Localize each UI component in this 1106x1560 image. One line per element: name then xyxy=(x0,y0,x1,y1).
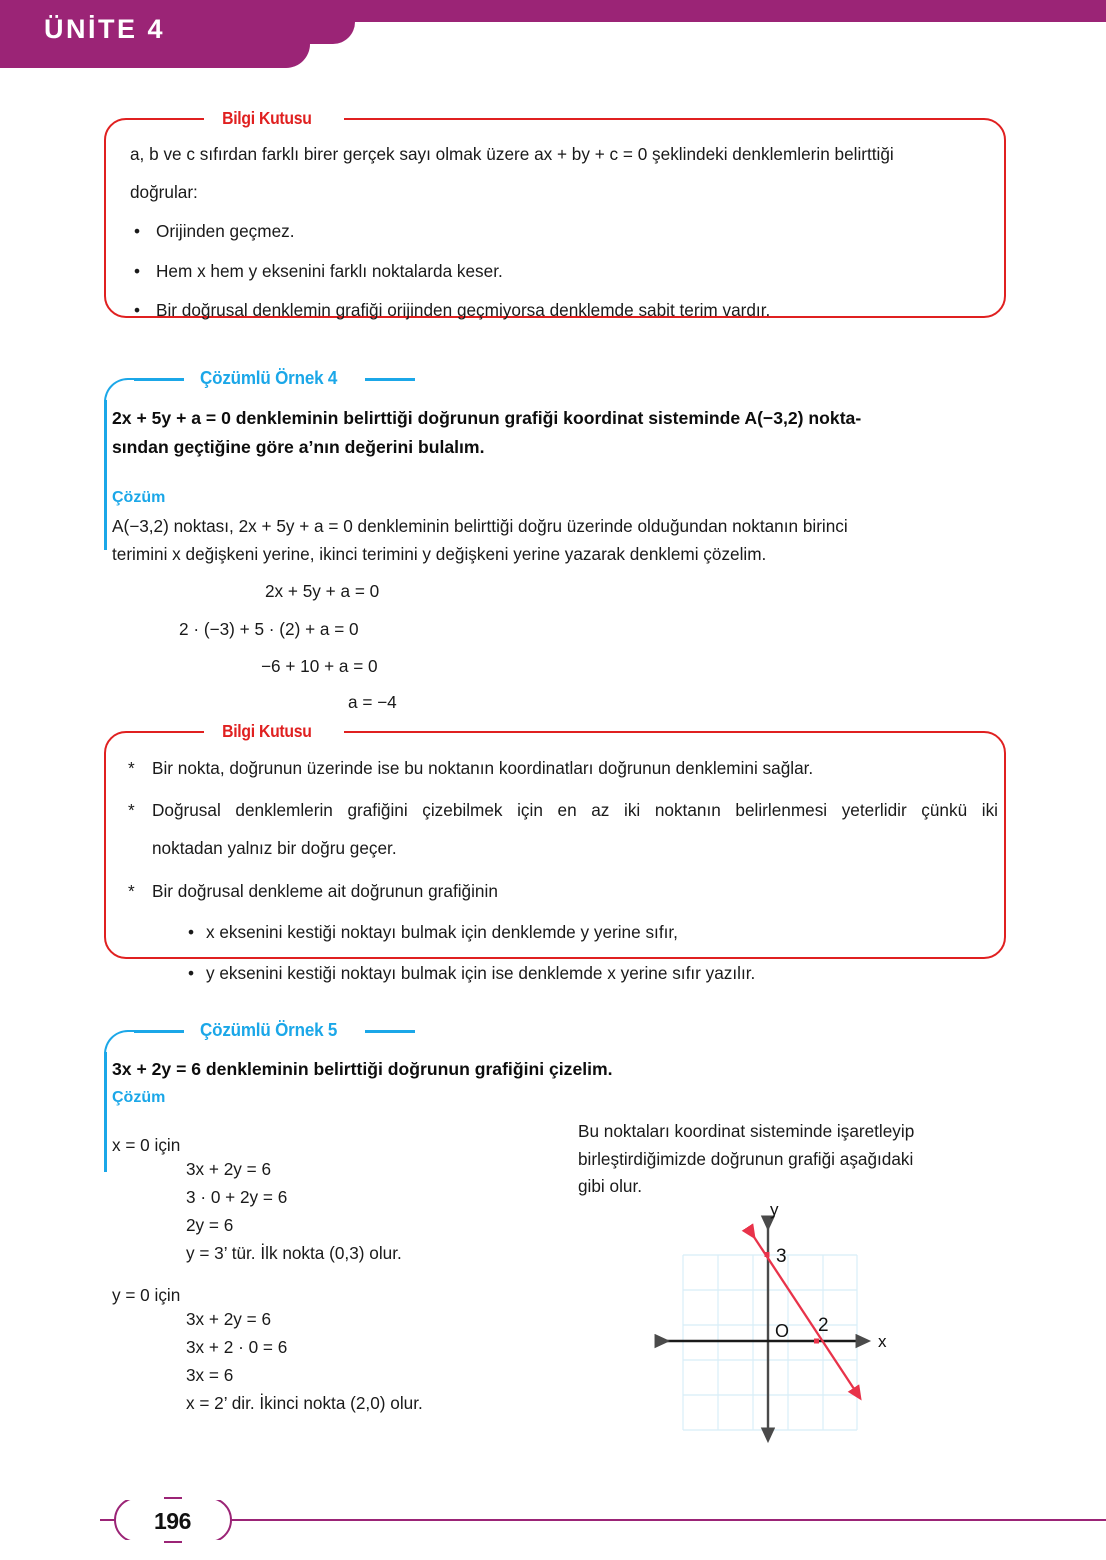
example-5-question: 3x + 2y = 6 denkleminin belirttiği doğrunun grafiğini çizelim. xyxy=(112,1059,613,1079)
footer-rule xyxy=(100,1519,1106,1521)
example-4-rail-corner xyxy=(104,378,134,404)
list-item xyxy=(184,921,980,942)
example-5-case-1-step-4: y = 3’ tür. İlk nokta (0,3) olur. xyxy=(186,1243,402,1263)
example-4-solution-line-2: terimini x değişkeni yerine, ikinci terimini y değişkeni yerine yazarak denklemi çözelim. xyxy=(112,543,767,564)
example-5-rail-corner xyxy=(104,1030,134,1056)
example-5-note-line-2: birleştirdiğimizde doğrunun grafiği aşağıdaki xyxy=(578,1148,914,1169)
star-icon: * xyxy=(128,800,135,821)
header-unit-block xyxy=(0,44,310,68)
example-4-solution-line-1: A(−3,2) noktası, 2x + 5y + a = 0 denkleminin belirttiği doğru üzerinde olduğundan noktanın birinci xyxy=(112,516,848,536)
example-5-label: Çözümlü Örnek 5 xyxy=(200,1019,338,1040)
data-point-y-intercept xyxy=(765,1252,770,1257)
example-5-dash-left xyxy=(134,1030,184,1033)
info-box-1-intro-line-2: doğrular: xyxy=(130,182,198,203)
list-item xyxy=(130,223,980,240)
info-box-2-body xyxy=(106,733,1004,996)
info-box-2-legend: Bilgi Kutusu xyxy=(214,721,320,742)
graph-grid xyxy=(683,1255,857,1430)
list-item-label: Doğrusal denklemlerin grafiğini çizebilmek için en az iki noktanın belirlenmesi yeterlidir çünkü iki xyxy=(152,800,998,821)
example-4-equation-3: −6 + 10 + a = 0 xyxy=(261,656,378,676)
star-icon: * xyxy=(128,758,135,778)
info-box-2-star-list xyxy=(124,758,998,901)
example-4-solution-label: Çözüm xyxy=(112,489,166,506)
example-4-rail xyxy=(104,400,107,550)
info-box-2-sub-bullet-list xyxy=(184,921,980,984)
example-5-case-2-step-2: 3x + 2 · 0 = 6 xyxy=(186,1337,288,1357)
example-5-case-1-header: x = 0 için xyxy=(112,1135,181,1155)
example-5-rail xyxy=(104,1052,107,1172)
info-box-1-legend: Bilgi Kutusu xyxy=(214,108,320,129)
footer-pill-mask-bottom-right xyxy=(182,1540,222,1546)
footer-pill-mask-bottom-left xyxy=(124,1540,164,1546)
bullet-icon: • xyxy=(134,221,141,242)
example-5-case-1-step-3: 2y = 6 xyxy=(186,1215,234,1235)
info-box-1-body xyxy=(106,120,1004,335)
example-4-equation-1: 2x + 5y + a = 0 xyxy=(265,581,380,601)
origin-label: O xyxy=(775,1321,790,1341)
info-box-2 xyxy=(104,721,1006,984)
data-point-x-intercept xyxy=(814,1339,819,1344)
example-4-equation-2: 2 · (−3) + 5 · (2) + a = 0 xyxy=(179,619,359,639)
example-4-question xyxy=(112,404,1002,461)
info-box-1 xyxy=(104,108,1006,320)
list-item-label: Orijinden geçmez. xyxy=(156,221,295,242)
bullet-icon: • xyxy=(134,299,141,320)
footer-page-number: 196 xyxy=(154,1508,191,1534)
example-5-solution-label: Çözüm xyxy=(112,1089,166,1106)
list-item xyxy=(130,260,980,281)
star-icon: * xyxy=(128,880,135,901)
y-intercept-tick-label: 3 xyxy=(776,1246,787,1267)
example-4-dash-left xyxy=(134,378,184,381)
example-4-dash-right xyxy=(365,378,415,381)
example-4-question-line-2: sından geçtiğine göre a’nın değerini bulalım. xyxy=(112,436,485,457)
example-5-note-line-1: Bu noktaları koordinat sisteminde işaretleyip xyxy=(578,1121,915,1141)
y-axis-label: y xyxy=(770,1200,779,1219)
coordinate-graph-svg xyxy=(650,1195,930,1450)
bullet-icon: • xyxy=(134,260,141,281)
header-top-bar xyxy=(0,0,1106,22)
info-box-1-bullet-list xyxy=(130,223,980,319)
example-5-case-1-step-2: 3 · 0 + 2y = 6 xyxy=(186,1187,288,1207)
footer-pill-mask-top-left xyxy=(124,1494,164,1500)
list-item-label: Bir nokta, doğrunun üzerinde ise bu noktanın koordinatları doğrunun denklemini sağlar. xyxy=(152,758,814,778)
example-4-label: Çözümlü Örnek 4 xyxy=(200,367,338,388)
list-item-label: Bir doğrusal denkleme ait doğrunun grafiğinin xyxy=(152,880,498,901)
list-item xyxy=(130,299,980,320)
example-5-case-1-step-1: 3x + 2y = 6 xyxy=(186,1159,272,1179)
list-item-label-cont: noktadan yalnız bir doğru geçer. xyxy=(152,838,397,859)
coordinate-graph xyxy=(650,1195,930,1450)
example-5-case-2-header: y = 0 için xyxy=(112,1285,181,1305)
info-box-1-intro-line-1: a, b ve c sıfırdan farklı birer gerçek sayı olmak üzere ax + by + c = 0 şeklindeki denklemlerin belirttiği xyxy=(130,144,894,164)
x-axis-label: x xyxy=(878,1332,887,1351)
list-item-label: x eksenini kestiği noktayı bulmak için denklemde y yerine sıfır, xyxy=(206,921,678,942)
list-item xyxy=(124,800,998,859)
bullet-icon: • xyxy=(188,963,195,984)
example-4-solution-text xyxy=(112,513,1002,568)
list-item-label: Hem x hem y eksenini farklı noktalarda keser. xyxy=(156,260,503,281)
example-5-case-2-step-4: x = 2’ dir. İkinci nokta (2,0) olur. xyxy=(186,1393,423,1413)
list-item xyxy=(184,965,980,982)
example-5-note-line-3: gibi olur. xyxy=(578,1176,643,1197)
graph-line xyxy=(754,1237,860,1398)
list-item-label: Bir doğrusal denklemin grafiği orijinden geçmiyorsa denklemde sabit terim vardır. xyxy=(156,299,771,320)
bullet-icon: • xyxy=(188,921,195,942)
list-item xyxy=(124,760,980,777)
x-intercept-tick-label: 2 xyxy=(818,1315,829,1336)
example-4-equation-4: a = −4 xyxy=(348,692,397,712)
list-item xyxy=(124,880,980,901)
example-5-note xyxy=(578,1118,998,1201)
example-5-case-2-step-3: 3x = 6 xyxy=(186,1365,234,1385)
example-4-question-line-1: 2x + 5y + a = 0 denkleminin belirttiği doğrunun grafiği koordinat sisteminde A(−3,2) nokta- xyxy=(112,408,862,428)
page-title: ÜNİTE 4 xyxy=(44,14,166,44)
list-item-label: y eksenini kestiği noktayı bulmak için ise denklemde x yerine sıfır yazılır. xyxy=(206,963,756,984)
example-5-case-2-step-1: 3x + 2y = 6 xyxy=(186,1309,272,1329)
footer-pill-mask-top-right xyxy=(182,1494,222,1500)
example-5-dash-right xyxy=(365,1030,415,1033)
